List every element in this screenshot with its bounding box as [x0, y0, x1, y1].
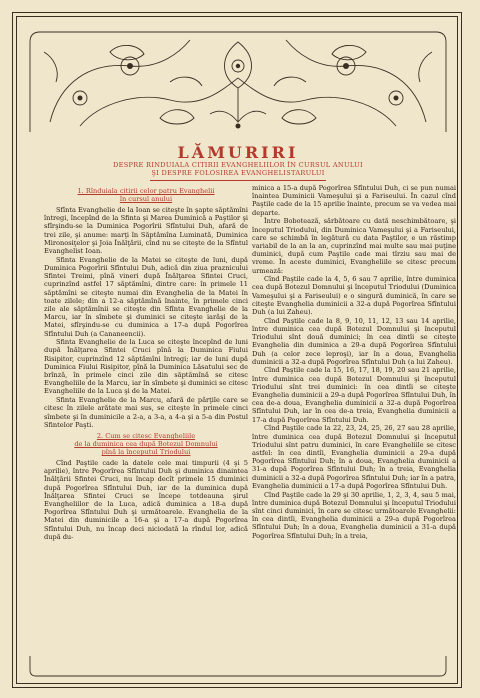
paragraph: Cînd Paştile cade la 15, 16, 17, 18, 19, 20 sau 21 aprilie, între duminica cea după Botezul Domnului şi începutul Triodului sînt trei duminici: în cea dintîi se citeşte Evanghelia duminicii a 29-a după Pogorîrea Sfîntului Duh, în cea de-a doua, Evanghelia duminicii a 32-a după Pogorîrea Sfîntului Duh, iar în cea de-a treia, Evanghelia duminicii a 17-a după Pogorîrea Sfîntului Duh.	[252, 366, 456, 424]
bottom-border-ornament	[20, 654, 456, 680]
section-heading-2-line-2: de la duminica cea după Botezul Domnului	[74, 439, 218, 448]
paragraph: Cînd Paştile cade la 4, 5, 6 sau 7 aprilie, între duminica cea după Botezul Domnului şi începutul Triodului (Duminica Vameşului şi a Fariseului) e o singură duminică, în care se citeşte Evanghelia duminicii a 32-a după Pogorîrea Sfîntului Duh (a lui Zaheu).	[252, 275, 456, 317]
paragraph: Între Bobotează, sărbătoare cu dată neschimbătoare, şi începutul Triodului, din Duminica Vameşului şi a Fariseului, care se schimbă în legătură cu data Paştilor, e un răstimp variabil de la an la an, cuprinzînd mai multe sau mai puţine duminici, după cum Paştile cade mai tîrziu sau mai de vreme. În aceste duminici, Evangheliile se citesc precum urmează:	[252, 217, 456, 275]
paragraph: Cînd Paştile cade la 8, 9, 10, 11, 12, 13 sau 14 aprilie, între duminica cea după Botezul Domnului şi începutul Triodului sînt două duminici; în cea dintîi se citeşte Evanghelia din duminica a 29-a după Pogorîrea Sfîntului Duh (a celor zece leproşi), iar în a doua, Evanghelia duminicii a 32-a după Pogorîrea Sfîntului Duh (a lui Zaheu).	[252, 316, 456, 366]
subtitle-line-1: DESPRE RINDUIALA CITIRII EVANGHELIILOR ÎN CURSUL ANULUI	[113, 161, 363, 169]
section-heading-2	[44, 432, 248, 456]
section-heading-1-line-2: în cursul anului	[119, 195, 173, 203]
paragraph: Sfinta Evanghelie de la Marcu, afară de părţile care se citesc în zilele arătate mai sus, se citeşte în primele cinci sîmbete şi în duminicile a 2-a, a 3-a, a 4-a şi a 5-a din Postul Sfintelor Paşti.	[44, 396, 248, 429]
paragraph: Sfinta Evanghelie de la Matei se citeşte de luni, după Duminica Pogorîrii Sfîntului Duh, adică din ziua praznicului Sfintei Treimi, pînă vineri după Înălţarea Sfintei Cruci, cuprinzînd astfel 17 săptămîni, dintre care: în primele 11 săptămîni se citeşte numai din Evanghelia de la Matei în toate zilele; din a 12-a săptămînă înainte, în primele cinci zile ale săptămînii se citeşte din Sfînta Evanghelie de la Marcu, iar în sîmbete şi duminici se citeşte iarăşi de la Matei, sfîrşindu-se cu duminica a 17-a după Pogorîrea Sfîntului Duh (a Cananeencii).	[44, 255, 248, 338]
subtitle-line-2: ŞI DESPRE FOLOSIREA EVANGHELISTARULUI	[151, 169, 325, 177]
section-heading-1-line-1: 1. Rînduiala citirii celor patru Evanghelii	[77, 187, 215, 195]
title-rule	[150, 180, 326, 181]
paragraph: Cînd Paştile cade la 22, 23, 24, 25, 26, 27 sau 28 aprilie, între duminica cea după Botezul Domnului şi începutul Triodului sînt patru duminici, în care Evangheliile se citesc astfel: în cea dintîi, Evanghelia duminicii a 29-a după Pogorîrea Sfîntului Duh; în a doua, Evanghelia duminicii a 31-a după Pogorîrea Sfîntului Duh; în a treia, Evanghelia duminicii a 32-a după Pogorîrea Sfîntului Duh; iar în a patra, Evanghelia duminicii a 17-a după Pogorîrea Sfîntului Duh.	[252, 424, 456, 490]
left-column	[44, 184, 248, 652]
paragraph: Cînd Paştile cade la 29 şi 30 aprilie, 1, 2, 3, 4, sau 5 mai, între duminica după Botezul Domnului şi începutul Triodului sînt cinci duminici, în care se citesc următoarele Evanghelii: în cea dintîi, Evanghelia duminicii a 29-a după Pogorîrea Sfîntului Duh; în a doua, Evanghelia duminicii a 31-a după Pogorîrea Sfîntului Duh; în a treia,	[252, 490, 456, 540]
page-title: LĂMURIRI	[177, 143, 299, 162]
paragraph: Sfînta Evanghelie de la Ioan se citeşte în şapte săptămîni întregi, începînd de la Sfinta şi Marea Duminică a Paştilor şi sfîrşindu-se la Duminica Pogorîrii Sfîntului Duh, afară de trei zile, şi anume: marţi în Săptămîna Luminată, Duminica Mironosiţelor şi Joia Înălţării, cînd nu se citeşte de la Sfîntul Evanghelist Ioan.	[44, 206, 248, 256]
paragraph: minica a 15-a după Pogorîrea Sfîntului Duh, ci se pun numai înaintea Duminicii Vameşului şi a Fariseului. În cazul cînd Paştile cade de la 15 aprilie înainte, precum se va vedea mai departe.	[252, 184, 456, 217]
section-heading-2-line-1: 2. Cum se citesc Evangheliile	[96, 431, 196, 440]
section-heading-2-line-3: pînă la începutul Triodului	[101, 447, 191, 456]
paragraph: Sfinta Evanghelie de la Luca se citeşte începînd de luni după Înălţarea Sfintei Cruci pînă la Duminica Fiului Risipitor, cuprinzînd 12 săptămîni întregi; iar de luni după Duminica Fiului Risipitor, pînă la Duminica Lăsatului sec de brînză, în primele cinci zile din săptămînă se citesc Evangheliile de la Marcu, iar în sîmbete şi duminici se citesc Evangheliile de la Luca şi de la Matei.	[44, 338, 248, 396]
section-heading-1	[44, 187, 248, 203]
right-column	[252, 184, 456, 652]
floral-ornament-header	[20, 22, 456, 140]
paragraph: Cînd Paştile cade la datele cele mai timpurii (4 şi 5 aprilie), între Pogorîrea Sfîntului Duh şi duminica dinaintea Înălţării Sfintei Cruci, nu încap decît primele 15 duminici după Pogorîrea Sfîntului Duh, iar de la duminica după Înălţarea Sfintei Cruci se începe totdeauna şirul Evangheliilor de la Luca, adică duminica a 18-a după Pogorîrea Sfîntului Duh şi următoarele. Evanghelia de la Matei din duminicile a 16-a şi a 17-a după Pogorîrea Sfîntului Duh, nu încap deci niciodată la rîndul lor, adică după du-	[44, 458, 248, 541]
